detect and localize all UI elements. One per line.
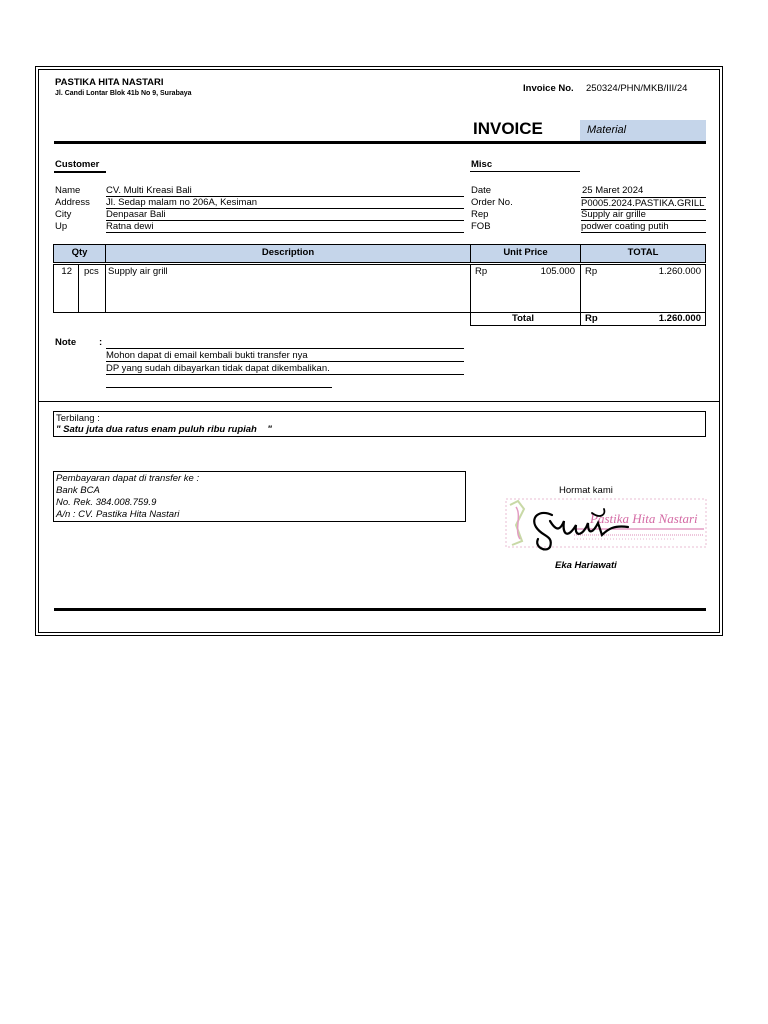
note-line-1: Mohon dapat di email kembali bukti transfer nya (106, 350, 464, 362)
row-qty: 12 (61, 266, 72, 277)
misc-fob-value: podwer coating putih (581, 221, 706, 233)
customer-name-value: CV. Multi Kreasi Bali (106, 185, 464, 197)
category-badge (580, 120, 706, 141)
signature-greeting: Hormat kami (559, 485, 613, 496)
customer-up-label: Up (55, 221, 68, 232)
table-divider-description (105, 264, 106, 313)
table-header-description: Description (105, 244, 471, 263)
table-header-unit-price: Unit Price (470, 244, 581, 263)
misc-rep-value: Supply air grille (581, 209, 706, 221)
total-currency: Rp (585, 313, 598, 324)
row-total-currency: Rp (585, 266, 598, 277)
customer-heading-underline (54, 171, 106, 173)
invoice-no-value: 250324/PHN/MKB/III/24 (586, 83, 688, 94)
payment-bank: Bank BCA (56, 485, 100, 496)
terbilang-divider (39, 401, 719, 402)
row-description: Supply air grill (108, 266, 168, 277)
payment-account-number: No. Rek. 384.008.759.9 (56, 497, 157, 508)
payment-line-1: Pembayaran dapat di transfer ke : (56, 473, 200, 484)
total-label: Total (512, 313, 534, 324)
table-header-total: TOTAL (580, 244, 706, 263)
terbilang-label: Terbilang : (56, 413, 100, 424)
terbilang-value: " Satu juta dua ratus enam puluh ribu rupiah " (56, 424, 272, 435)
invoice-title: INVOICE (473, 119, 543, 138)
row-total: 1.260.000 (658, 266, 701, 277)
row-price-currency: Rp (475, 266, 488, 277)
table-divider-price (470, 264, 471, 313)
invoice-no-label: Invoice No. (523, 83, 574, 94)
customer-name-label: Name (55, 185, 81, 196)
misc-rep-label: Rep (471, 209, 489, 220)
misc-order-value: P0005.2024.PASTIKA.GRILL (581, 198, 705, 209)
company-stamp-and-signature (504, 495, 710, 553)
customer-up-value: Ratna dewi (106, 221, 464, 233)
footer-divider (54, 608, 706, 611)
table-divider-total (580, 264, 581, 313)
table-header-qty: Qty (53, 244, 106, 263)
company-name: PASTIKA HITA NASTARI (55, 77, 164, 88)
row-price: 105.000 (540, 266, 575, 277)
total-row-divider (580, 312, 581, 326)
svg-text:Pastika Hita Nastari: Pastika Hita Nastari (590, 511, 698, 526)
misc-order-label: Order No. (471, 197, 513, 208)
customer-heading: Customer (55, 159, 100, 170)
signature-name: Eka Hariawati (555, 560, 617, 571)
misc-date-value: 25 Maret 2024 (582, 185, 644, 196)
company-address: Jl. Candi Lontar Blok 41b No 9, Surabaya (55, 90, 192, 97)
misc-heading-underline (470, 171, 580, 172)
total-value: 1.260.000 (658, 313, 701, 324)
customer-address-value: Jl. Sedap malam no 206A, Kesiman (106, 197, 464, 209)
misc-fob-label: FOB (471, 221, 491, 232)
header-divider (54, 141, 706, 144)
customer-city-value: Denpasar Bali (106, 209, 464, 221)
note-colon: : (99, 337, 103, 348)
row-unit: pcs (84, 266, 99, 277)
note-line-blank (106, 387, 332, 388)
payment-account-name: A/n : CV. Pastika Hita Nastari (56, 509, 180, 520)
category-label: Material (587, 124, 627, 136)
misc-date-label: Date (471, 185, 492, 196)
note-line-2: DP yang sudah dibayarkan tidak dapat dikembalikan. (106, 363, 464, 375)
table-divider-unit (78, 264, 79, 313)
misc-heading: Misc (471, 159, 493, 170)
customer-address-label: Address (55, 197, 90, 208)
note-line-top (106, 348, 464, 349)
customer-city-label: City (55, 209, 72, 220)
note-label: Note (55, 337, 77, 348)
